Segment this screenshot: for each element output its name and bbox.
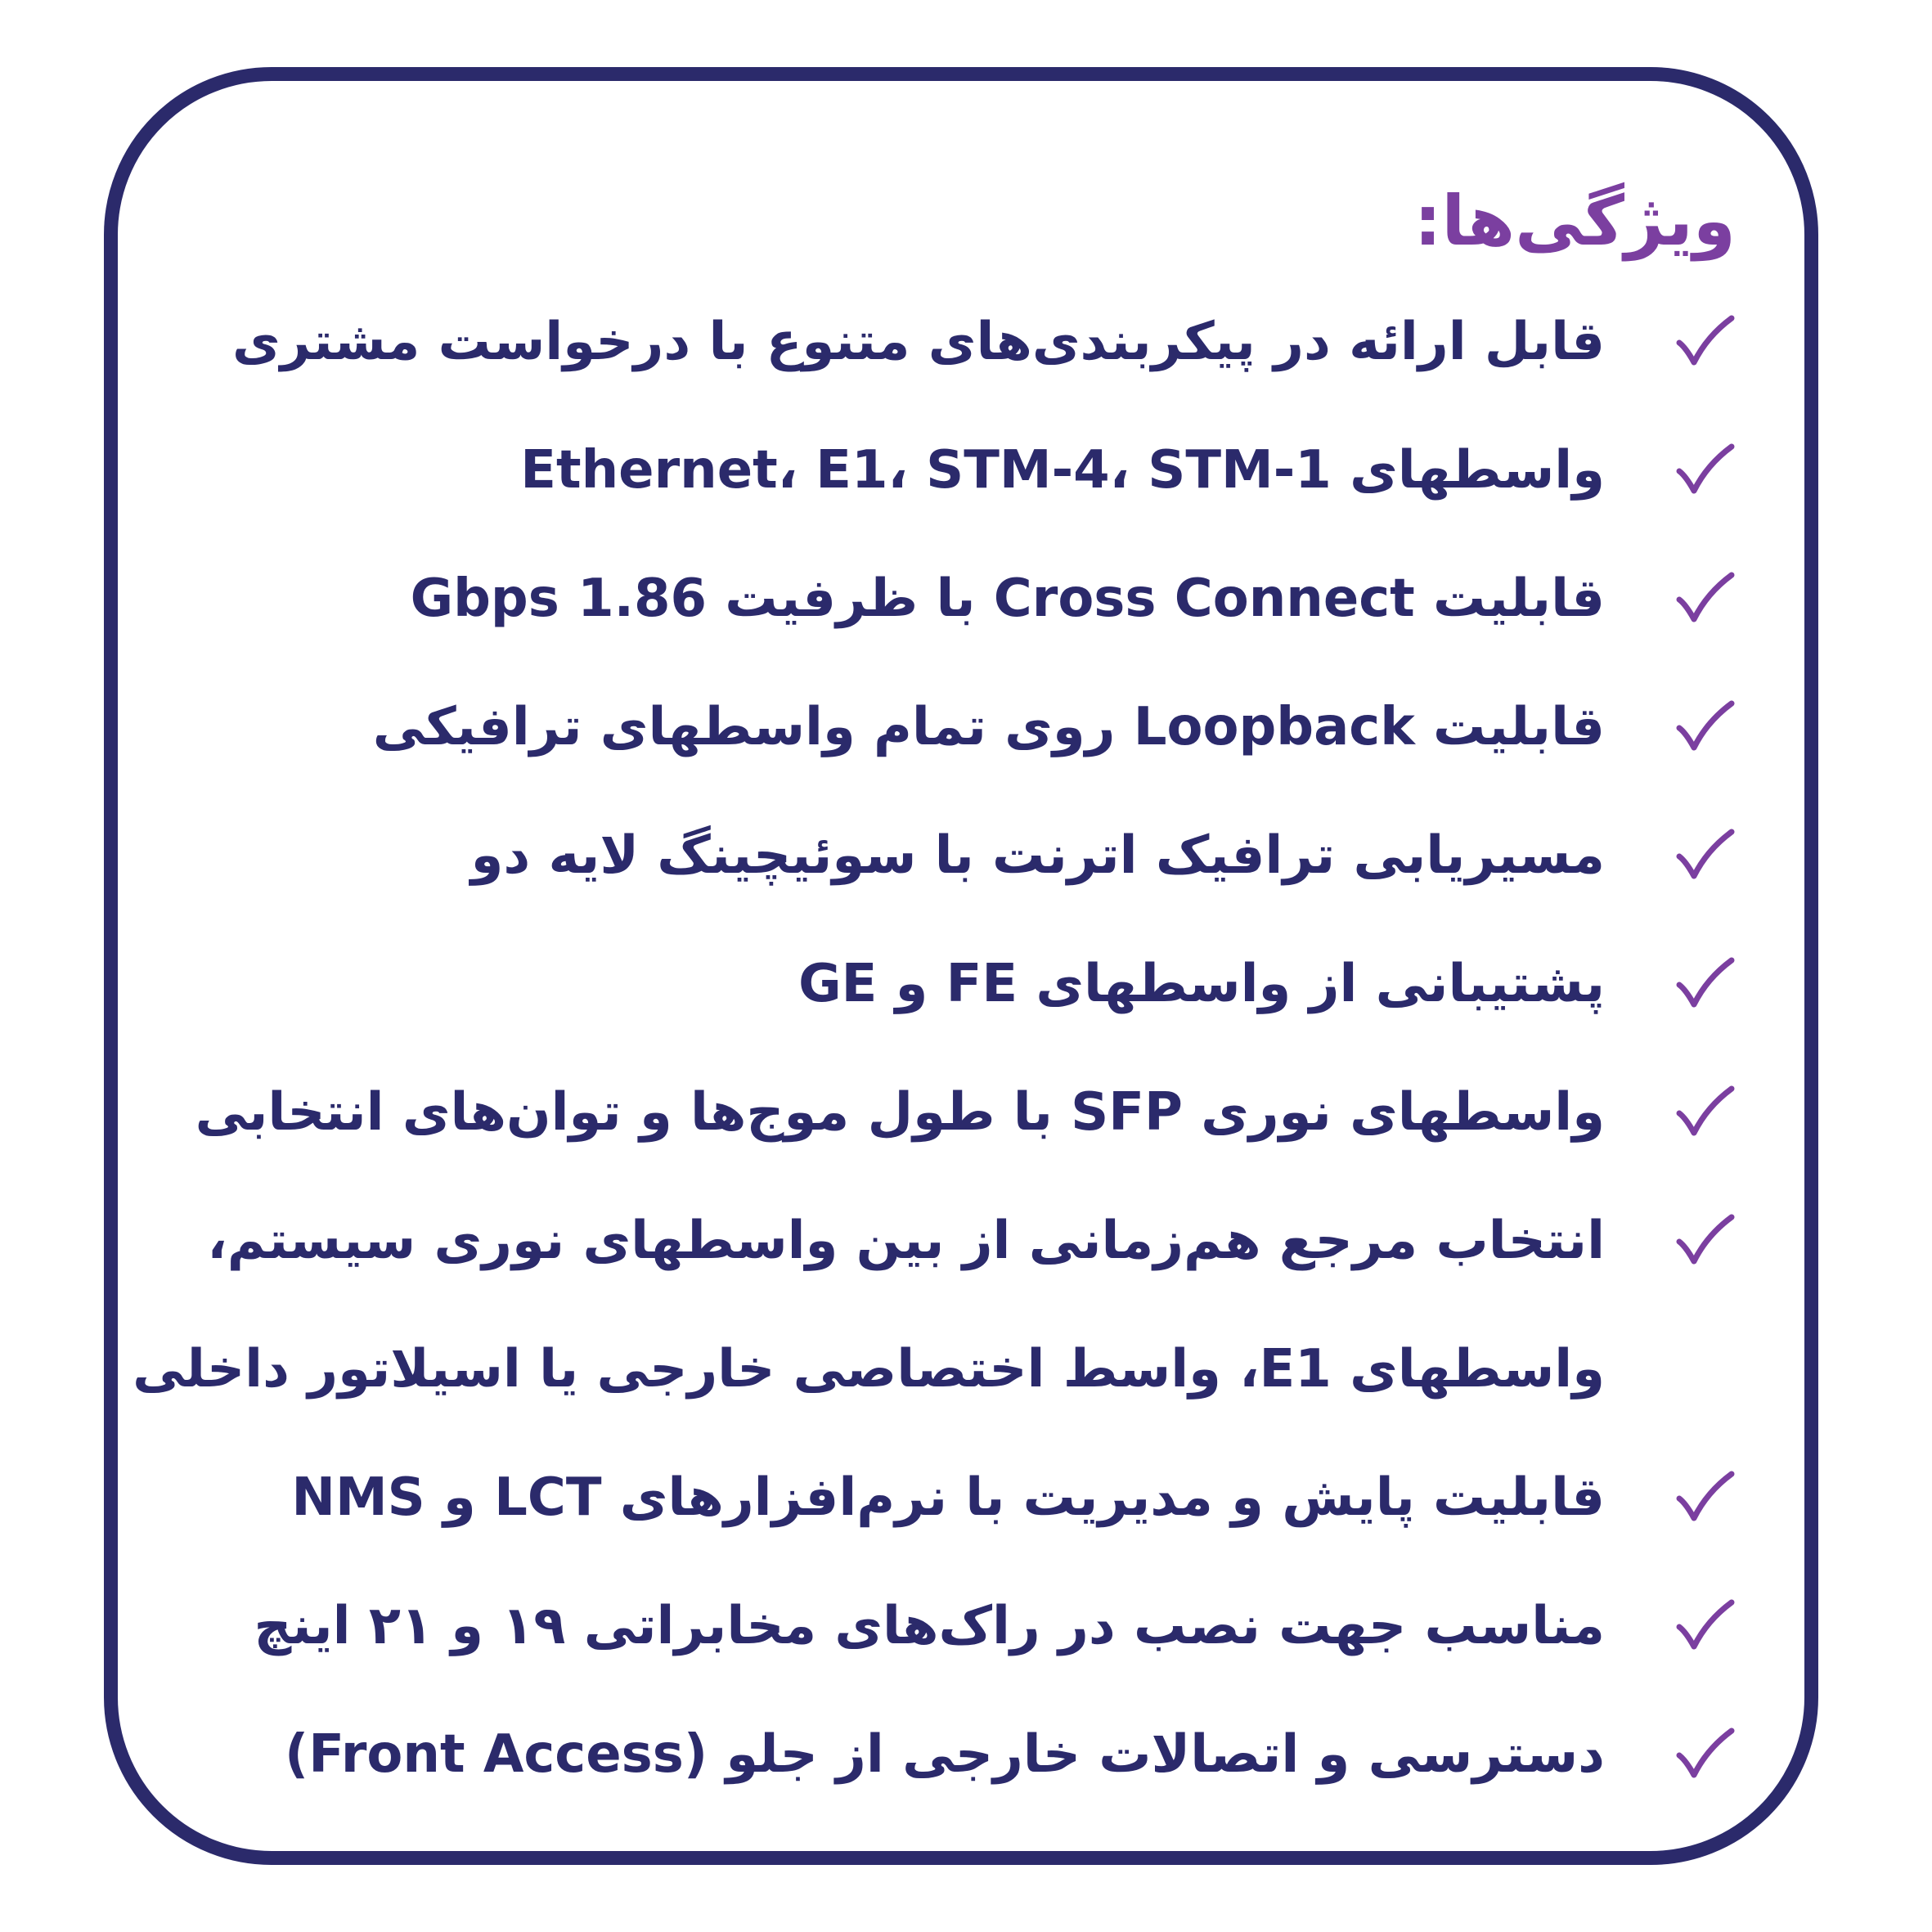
checkmark-icon — [1674, 1724, 1736, 1786]
feature-item — [182, 792, 1736, 920]
feature-text: قابلیت Cross Connect با ظرفیت 1.86 Gbps — [410, 568, 1605, 629]
feature-item — [182, 407, 1736, 535]
feature-text: انتخاب مرجع هم‌زمانی از بین واسطهای نوری سیستم، — [207, 1211, 1605, 1271]
feature-text: قابلیت Loopback روی تمام واسطهای ترافیکی — [372, 697, 1605, 757]
feature-item — [182, 1434, 1736, 1562]
checkmark-icon — [1674, 440, 1736, 501]
feature-item — [182, 1562, 1736, 1691]
feature-text: مسیریابی ترافیک اترنت با سوئیچینگ لایه دو — [470, 825, 1605, 886]
feature-text: پشتیبانی از واسطهای FE و GE — [798, 954, 1605, 1014]
feature-item — [182, 1049, 1736, 1177]
feature-text: واسطهای E1، واسط اختصاصی خارجی یا اسیلاتور داخلی — [133, 1339, 1605, 1400]
feature-text: واسطهای نوری SFP با طول موج‌ها و توان‌های انتخابی — [195, 1082, 1605, 1143]
checkmark-icon — [1674, 1211, 1736, 1272]
feature-text: مناسب جهت نصب در راک‌های مخابراتی ۱۹ و ۲۱ اینچ — [254, 1596, 1605, 1656]
feature-text: دسترسی و اتصالات خارجی از جلو (Front Access) — [284, 1724, 1605, 1785]
features-section — [133, 164, 1736, 1819]
feature-item — [182, 920, 1736, 1049]
feature-item — [182, 1691, 1736, 1819]
features-list — [133, 278, 1736, 1819]
checkmark-icon — [1674, 954, 1736, 1015]
checkmark-icon — [1674, 568, 1736, 630]
feature-text: قابل ارائه در پیکربندی‌های متنوع با درخواست مشتری — [231, 312, 1605, 372]
feature-text: واسطهای Ethernet، E1، STM-4، STM-1 — [520, 440, 1605, 501]
feature-item — [182, 663, 1736, 792]
checkmark-icon — [1674, 1467, 1736, 1529]
checkmark-icon — [1674, 1596, 1736, 1657]
checkmark-icon — [1674, 1082, 1736, 1143]
feature-item — [182, 535, 1736, 663]
feature-item — [133, 1177, 1736, 1434]
feature-text: قابلیت پایش و مدیریت با نرم‌افزارهای LCT و NMS — [291, 1467, 1605, 1528]
checkmark-icon — [1674, 312, 1736, 373]
features-heading: ویژگی‌ها: — [1413, 181, 1736, 261]
checkmark-icon — [1674, 825, 1736, 887]
feature-item — [182, 278, 1736, 407]
checkmark-icon — [1674, 697, 1736, 758]
